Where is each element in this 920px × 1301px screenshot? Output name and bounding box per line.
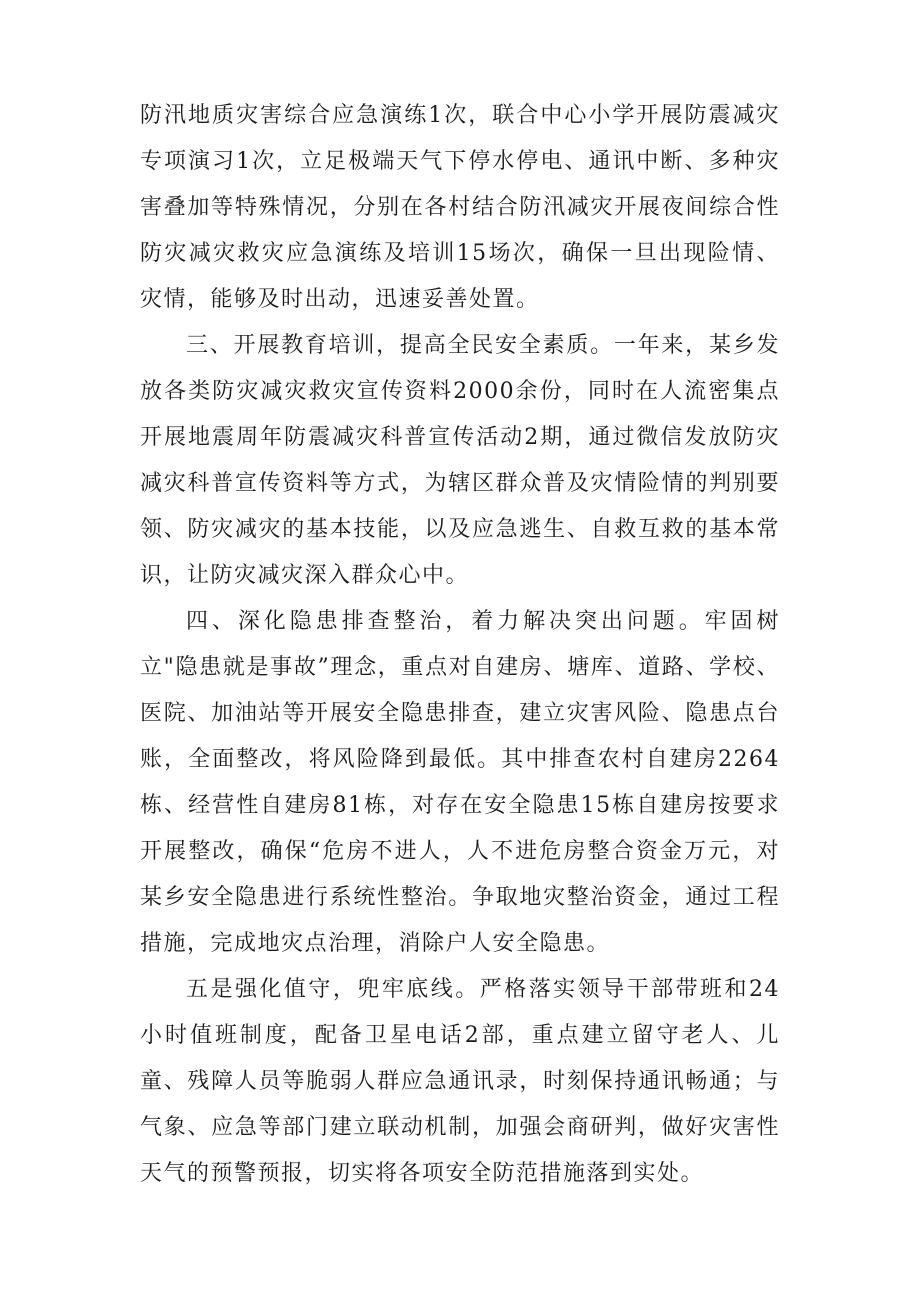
paragraph-drill-summary: 防汛地质灾害综合应急演练1次，联合中心小学开展防震减灾专项演习1次，立足极端天气下停水停电、通讯中断、多种灾害叠加等特殊情况，分别在各村结合防汛减灾开展夜间综合性防灾减灾救灾应急演练及培训15场次，确保一旦出现险情、灾情，能够及时出动，迅速妥善处置。 bbox=[140, 103, 780, 312]
paragraph-hazard-inspection: 四、深化隐患排查整治，着力解决突出问题。牢固树立"隐患就是事故”理念，重点对自建房、塘库、道路、学校、医院、加油站等开展安全隐患排查，建立灾害风险、隐患点台账，全面整改，将风险降到最低。其中排查农村自建房2264栋、经营性自建房81栋，对存在安全隐患15栋自建房按要求开展整改，确保“危房不进人，人不进危房整合资金万元，对某乡安全隐患进行系统性整治。争取地灾整治资金，通过工程措施，完成地灾点治理，消除户人安全隐患。 bbox=[140, 609, 780, 956]
document-body bbox=[140, 93, 780, 1197]
paragraph-education-training: 三、开展教育培训，提高全民安全素质。一年来，某乡发放各类防灾减灾救灾宣传资料2000余份，同时在人流密集点开展地震周年防震减灾科普宣传活动2期，通过微信发放防灾减灾科普宣传资料等方式，为辖区群众普及灾情险情的判别要领、防灾减灾的基本技能，以及应急逃生、自救互救的基本常识，让防灾减灾深入群众心中。 bbox=[140, 333, 780, 588]
paragraph-duty-watch: 五是强化值守，兜牢底线。严格落实领导干部带班和24小时值班制度，配备卫星电话2部，重点建立留守老人、儿童、残障人员等脆弱人群应急通讯录，时刻保持通讯畅通；与气象、应急等部门建立联动机制，加强会商研判，做好灾害性天气的预警预报，切实将各项安全防范措施落到实处。 bbox=[140, 977, 780, 1186]
